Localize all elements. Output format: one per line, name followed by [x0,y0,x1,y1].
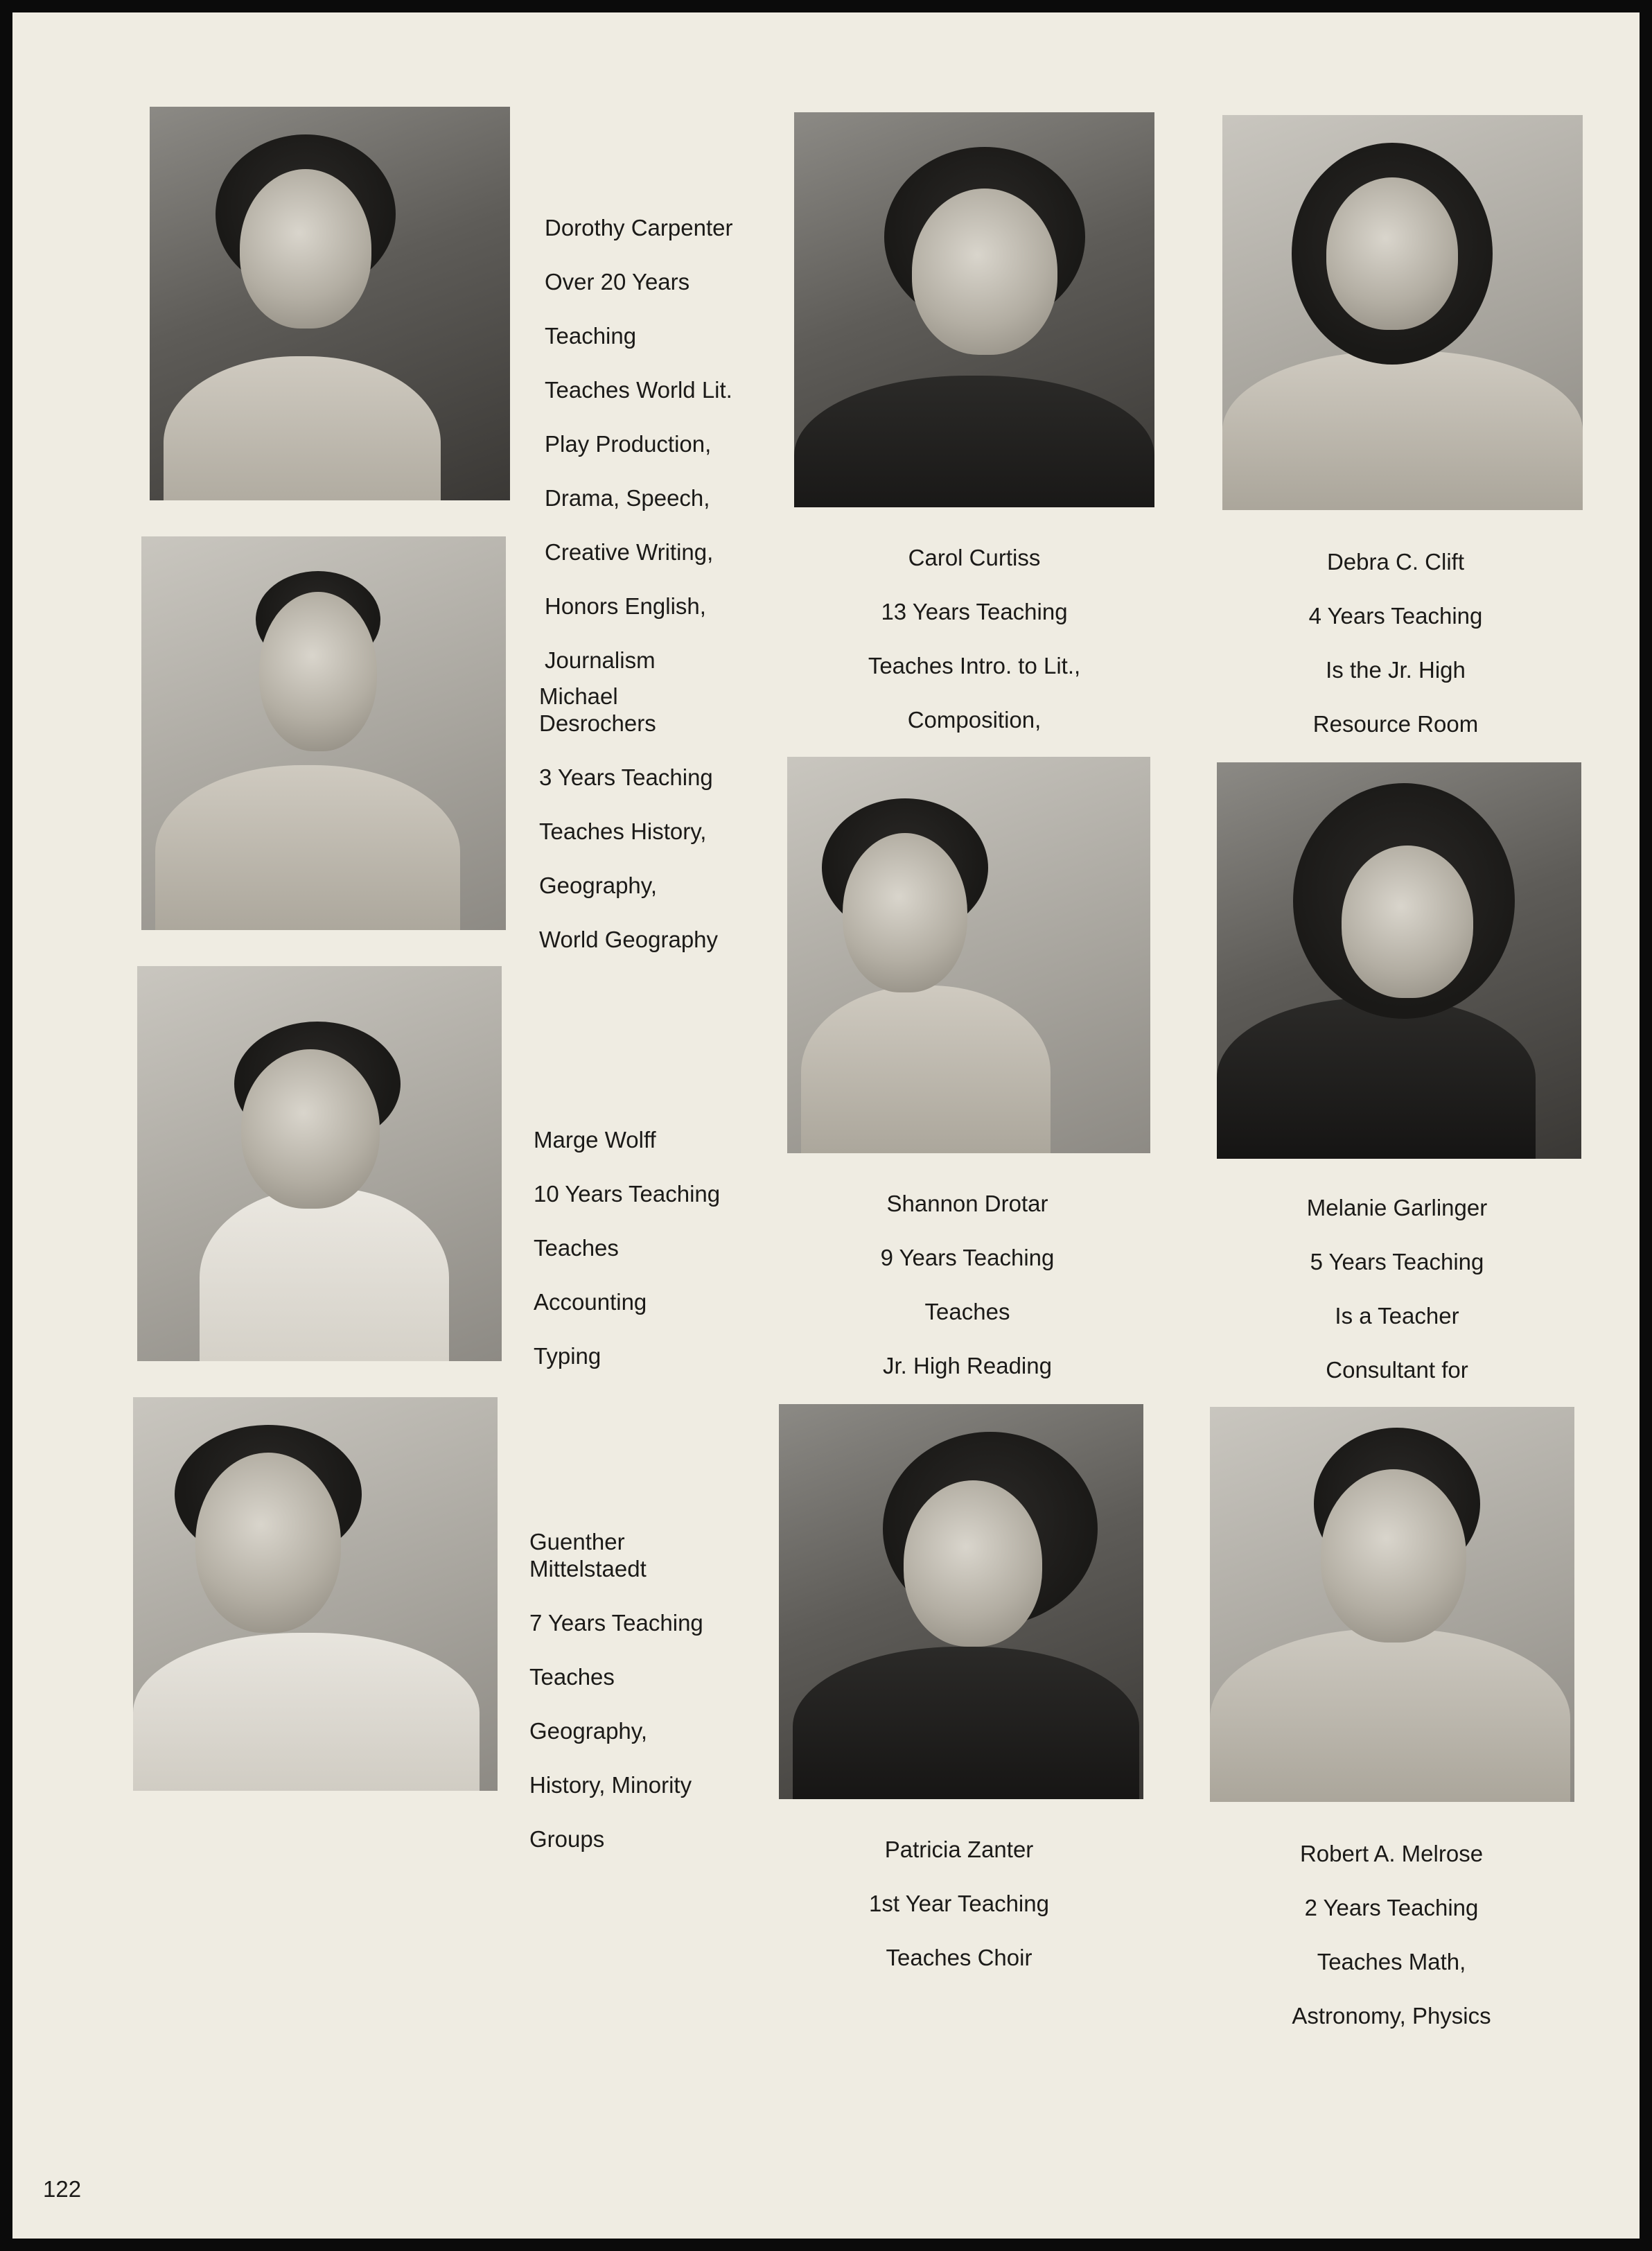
caption-line: Teaches [924,1299,1010,1324]
portrait-photo-michael-desrochers [141,536,506,930]
caption-line: Is the Jr. High [1326,657,1466,683]
caption-line: Is a Teacher [1335,1303,1459,1329]
caption-line: Astronomy, Physics [1292,2003,1491,2029]
teacher-name: Shannon Drotar [886,1191,1048,1216]
caption-line: Jr. High Reading [883,1353,1052,1378]
caption-line: 13 Years Teaching [881,599,1068,624]
caption-line: 7 Years Teaching [529,1610,703,1636]
caption-dorothy-carpenter [545,187,732,701]
caption-line: Play Production, [545,431,712,457]
caption-line: Groups [529,1826,605,1852]
caption-line: Honors English, [545,593,706,619]
caption-patricia-zanter [793,1809,1125,1998]
portrait-photo-dorothy-carpenter [150,107,510,500]
teacher-name: Robert A. Melrose [1299,1841,1484,1866]
portrait-photo-robert-melrose [1210,1407,1574,1802]
caption-line: Geography, [539,873,657,898]
caption-robert-melrose [1225,1813,1558,2056]
caption-marge-wolff [534,1099,720,1396]
caption-line: Teaches Math, [1317,1949,1466,1974]
caption-line: Accounting [534,1289,647,1315]
caption-line: Teaches History, [539,818,707,844]
caption-line: Typing [534,1343,601,1369]
portrait-photo-guenther-mittelstaedt [133,1397,498,1791]
caption-line: Geography, [529,1718,647,1744]
teacher-name: Michael Desrochers [539,683,656,736]
teacher-name: Patricia Zanter [884,1837,1034,1862]
caption-line: Teaches [534,1235,619,1261]
caption-line: 4 Years Teaching [1308,603,1483,629]
caption-line: Teaches [529,1664,615,1690]
caption-line: 3 Years Teaching [539,764,713,790]
page-number: 122 [43,2176,82,2202]
caption-line: Consultant for [1326,1357,1468,1383]
caption-line: Teaches World Lit. [545,377,732,403]
teacher-name: Dorothy Carpenter [545,215,733,240]
caption-line: Teaches Choir [886,1945,1032,1970]
caption-line: Creative Writing, [545,539,714,565]
caption-line: Journalism [545,647,656,673]
caption-line: 5 Years Teaching [1310,1249,1484,1275]
teacher-name: Guenther Mittelstaedt [529,1529,647,1582]
teacher-name: Melanie Garlinger [1306,1195,1488,1220]
caption-line: 2 Years Teaching [1304,1895,1479,1920]
teacher-name: Carol Curtiss [908,545,1041,570]
portrait-photo-shannon-drotar [787,757,1150,1153]
caption-line: Composition, [907,707,1042,733]
teacher-name: Marge Wolff [534,1127,656,1153]
portrait-photo-melanie-garlinger [1217,762,1581,1159]
portrait-photo-marge-wolff [137,966,502,1361]
caption-line: Resource Room [1312,711,1479,737]
portrait-photo-debra-clift [1222,115,1583,510]
caption-michael-desrochers [539,656,718,980]
portrait-photo-patricia-zanter [779,1404,1143,1799]
teacher-name: Debra C. Clift [1326,549,1465,575]
yearbook-page [12,12,1640,2239]
caption-line: 1st Year Teaching [869,1891,1049,1916]
caption-line: Over 20 Years [545,269,690,295]
caption-line: World Geography [539,927,719,952]
caption-line: Teaching [545,323,637,349]
caption-line: Drama, Speech, [545,485,710,511]
caption-line: 9 Years Teaching [880,1245,1055,1270]
caption-line: History, Minority [529,1772,692,1798]
portrait-photo-carol-curtiss [794,112,1154,507]
caption-line: Teaches Intro. to Lit., [868,653,1081,678]
caption-line: 10 Years Teaching [534,1181,721,1207]
caption-shannon-drotar [801,1163,1134,1406]
caption-guenther-mittelstaedt [529,1501,703,1880]
